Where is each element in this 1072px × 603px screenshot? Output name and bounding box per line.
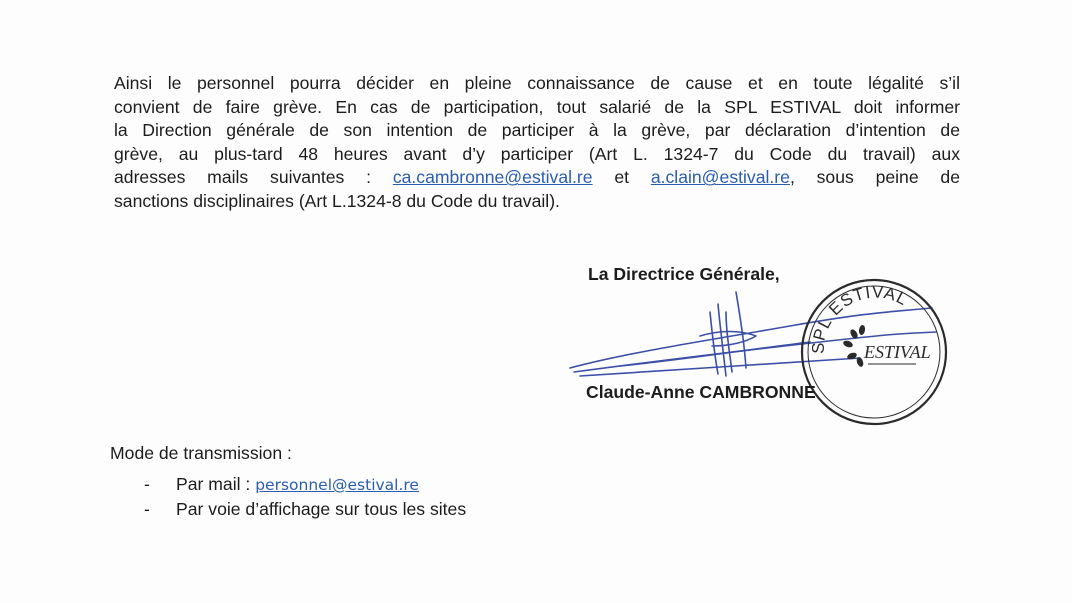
transmission-item-mail [144,472,466,497]
transmission-title: Mode de transmission : [110,443,292,463]
email-link-clain[interactable]: a.clain@estival.re [650,167,790,188]
email-link-personnel[interactable]: personnel@estival.re [255,476,419,494]
body-line-2: convient de faire grève. En cas de participation, tout salarié de la SPL ESTIVAL doit informer [114,96,960,117]
body-line-1: Ainsi le personnel pourra décider en pleine connaissance de cause et en toute légalité s’il [114,73,960,93]
transmission-item-display [144,497,466,521]
body-line-5-suffix: , sous peine de [789,167,960,188]
body-line-4: grève, au plus-tard 48 heures avant d’y participer (Art L. 1324-7 du Code du travail) aux [114,143,960,164]
transmission-list [144,472,466,521]
body-line-5 [114,166,960,190]
email-link-cambronne[interactable]: ca.cambronne@estival.re [392,167,593,188]
body-line-5-prefix: adresses mails suivantes : [114,167,393,188]
body-line-6: sanctions disciplinaires (Art L.1324-8 du Code du travail). [114,190,560,211]
signatory-name: Claude-Anne CAMBRONNE [586,382,816,402]
body-line-3: la Direction générale de son intention de participer à la grève, par déclaration d’intention de [114,120,960,141]
stamp-ring-text: SPL ESTIVAL [808,282,912,355]
company-stamp [798,272,950,428]
list-dash: - [144,499,150,519]
list-dash: - [144,474,150,494]
transmission-item-display-text: Par voie d’affichage sur tous les sites [176,499,467,519]
body-line-5-middle: et [592,167,651,188]
transmission-item-mail-prefix: Par mail : [176,474,256,494]
signatory-title: La Directrice Générale, [588,264,780,284]
body-paragraph [114,72,960,214]
stamp-inner-text: ESTIVAL [864,342,931,362]
